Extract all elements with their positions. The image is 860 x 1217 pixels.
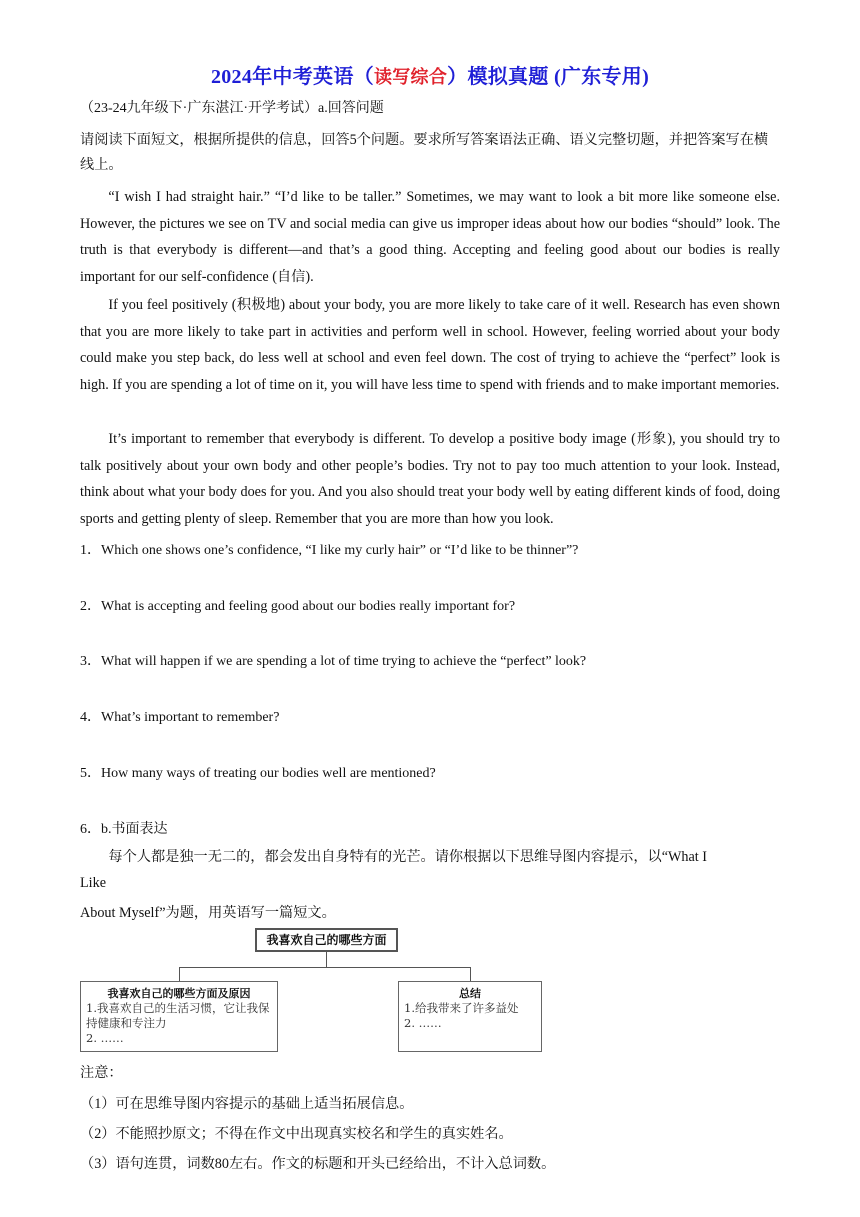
writing-prompt-line-2: Like <box>80 875 106 891</box>
mind-map <box>80 926 550 1056</box>
instruction-text: 请阅读下面短文，根据所提供的信息，回答5个问题。要求所写答案语法正确、语义完整切题，并把答案写在横线上。 <box>80 132 769 173</box>
note-item-3: （3）语句连贯，词数80左右。作文的标题和开头已经给出，不计入总词数。 <box>80 1156 556 1172</box>
writing-prompt-line-3: About Myself”为题，用英语写一篇短文。 <box>80 905 336 921</box>
passage-paragraph-3: It’s important to remember that everybody is different. To develop a positive body image (形象), you should try to talk positively about your own body and other people’s bodies. Try not to pay too much attention to your look. Instead, think about what your body does for you. And you also should treat your body well by eating different kinds of food, doing sports and getting plenty of sleep. Remember that you are more than how you look. <box>80 431 780 527</box>
connector-right <box>470 967 471 981</box>
writing-prompt-line-1: 每个人都是独一无二的，都会发出自身特有的光芒。请你根据以下思维导图内容提示，以“What I <box>108 849 707 865</box>
question-1: 1．Which one shows one’s confidence, “I like my curly hair” or “I’d like to be thinner”? <box>80 543 579 558</box>
connector-stem <box>326 952 327 968</box>
note-item-1: （1）可在思维导图内容提示的基础上适当拓展信息。 <box>80 1096 414 1112</box>
title-highlight: 读写综合 <box>373 67 448 87</box>
note-item-2: （2）不能照抄原文；不得在作文中出现真实校名和学生的真实姓名。 <box>80 1126 513 1142</box>
left-branch-item: 持健康和专注力 <box>86 1016 167 1030</box>
question-5: 5．How many ways of treating our bodies well are mentioned? <box>80 766 436 781</box>
right-branch-item: 2. …… <box>404 1016 442 1030</box>
left-branch-item: 2. …… <box>86 1031 124 1045</box>
mind-map-left-branch <box>80 981 278 1052</box>
title-part-1: 2024年中考英语（ <box>210 66 374 88</box>
right-branch-title: 总结 <box>459 987 481 1000</box>
connector-bar <box>179 967 470 968</box>
passage-paragraph-1: “I wish I had straight hair.” “I’d like to be taller.” Sometimes, we may want to look a bit more like someone else. However, the pictures we see on TV and social media can give us improper ideas about how our bodies “should” look. The truth is that everybody is different—and that’s a good thing. Accepting and feeling good about our bodies is really important for our self-confidence (自信). <box>80 189 780 285</box>
right-branch-item: 1.给我带来了许多益处 <box>404 1001 519 1015</box>
left-branch-title: 我喜欢自己的哪些方面及原因 <box>107 987 251 1000</box>
question-2: 2．What is accepting and feeling good about our bodies really important for? <box>80 599 516 614</box>
left-branch-item: 1.我喜欢自己的生活习惯，它让我保 <box>86 1001 270 1015</box>
page-title <box>0 60 860 89</box>
mind-map-right-branch <box>398 981 542 1052</box>
mind-map-root: 我喜欢自己的哪些方面 <box>255 928 398 952</box>
question-4: 4．What’s important to remember? <box>80 710 280 725</box>
writing-heading: 6．b.书面表达 <box>80 822 168 837</box>
title-part-3: ）模拟真题 (广东专用) <box>447 66 650 88</box>
connector-left <box>179 967 180 981</box>
question-source: （23-24九年级下·广东湛江·开学考试）a.回答问题 <box>80 101 384 116</box>
passage-paragraph-2: If you feel positively (积极地) about your body, you are more likely to take care of it well. Research has even shown that you are more likely to take part in activities and perform well in school. However, feeling worried about your body could make you step back, do less well at school and even feel down. The cost of trying to achieve the “perfect” look is high. If you are spending a lot of time on it, you will have less time to spend with friends and to make important memories. <box>80 297 780 393</box>
notes-heading: 注意： <box>80 1065 123 1081</box>
question-3: 3．What will happen if we are spending a lot of time trying to achieve the “perfect” look? <box>80 654 587 669</box>
